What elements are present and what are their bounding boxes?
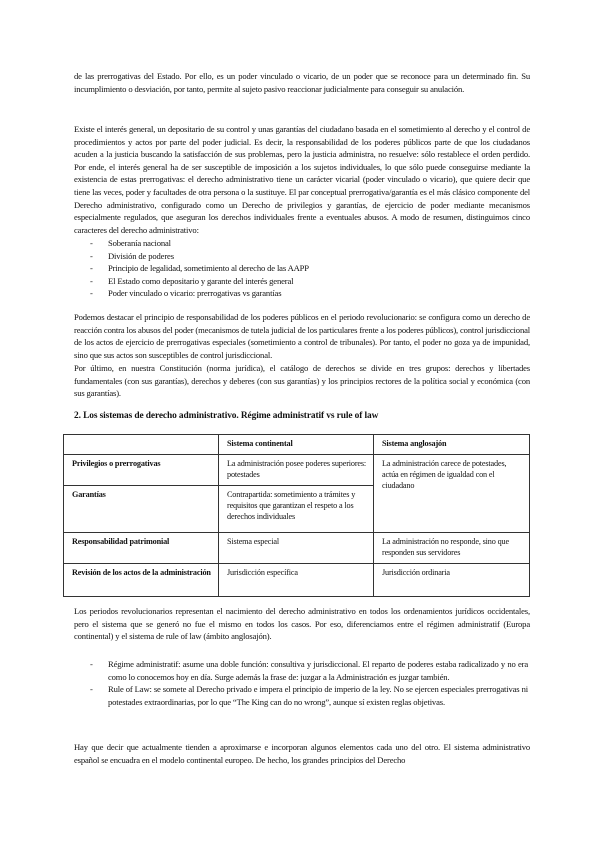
sistemas-list [90, 658, 528, 708]
table-row [64, 564, 530, 597]
row-label: Revisión de los actos de la administración [64, 564, 219, 597]
row-label: Responsabilidad patrimonial [64, 533, 219, 564]
table-cell-merged: La administración carece de potestades, actúa en régimen de igualdad con el ciudadano [374, 455, 530, 533]
list-item: - Soberanía nacional [90, 238, 171, 248]
list-item: - Principio de legalidad, sometimiento al derecho de las AAPP [90, 263, 309, 274]
list-item: - División de poderes [90, 250, 174, 261]
paragraph-interes-general: Existe el interés general, un depositario de su control y unas garantías del ciudadano basada en el sometimiento al derecho y el control de procedimientos y actos por parte del poder judicial. Es decir, la responsabilidad de los poderes públicos parte de que los ciudadanos acuden a la justicia buscando la satisfacción de sus problemas, pero la justicia administra, no resuelve: sólo restablece el orden perdido. Por ende, el interés general ha de ser susceptible de imposición a los sujetos individuales, lo que sólo puede conseguirse mediante la existencia de estas prerrogativas: el derecho administrativo tiene un carácter vicarial (poder vinculado o vicario), que quiere decir que tiene las veces, poder y facultades de otra persona o la sustituye. El par conceptual prerrogativa/garantía es el más clásico componente del Derecho administrativo, configurado como un Derecho de privilegios y garantías, de ejercicio de poder mediante mecanismos especialmente regulados, que aseguran los derechos individuales frente a eventuales abusos. A modo de resumen, distinguimos cinco caracteres del derecho administrativo: [74, 124, 530, 235]
list-item: - Régime administratif: asume una doble función: consultiva y jurisdiccional. El reparto de poderes estaba radicalizado y no era como lo conocemos hoy en día. Surge además la frase de: juzgar a la Administración es juzgar también. [90, 659, 528, 682]
paragraph-intro: de las prerrogativas del Estado. Por ello, es un poder vinculado o vicario, de un poder que se reconoce para un determinado fin. Su incumplimiento o desviación, por tanto, permite al sujeto pasivo reaccionar judicialmente para conseguir su anulación. [74, 71, 530, 94]
row-label: Privilegios o prerrogativas [64, 455, 219, 486]
list-item: - Poder vinculado o vicario: prerrogativas vs garantías [90, 288, 282, 299]
table-cell: Sistema especial [219, 533, 374, 564]
paragraph-periodos: Los periodos revolucionarios representan el nacimiento del derecho administrativo en todos los ordenamientos jurídicos occidentales, pero el sistema que se generó no fue el mismo en todos los casos. Por eso, diferenciamos entre el régimen administratif (Europa continental) y el sistema de rule of law (ámbito anglosajón). [74, 606, 530, 642]
caracteres-list [90, 237, 528, 300]
list-item: - Rule of Law: se somete al Derecho privado e impera el principio de imperio de la ley. No se ejercen especiales prerrogativas ni potestades extraordinarias, por lo que “The King can do no wrong”, aunque sí existen reglas objetivas. [90, 684, 528, 707]
table-cell: Jurisdicción ordinaria [374, 564, 530, 597]
table-row [64, 533, 530, 564]
table-row [64, 455, 530, 486]
paragraph-responsabilidad: Podemos destacar el principio de responsabilidad de los poderes públicos en el periodo revolucionario: se configura como un derecho de reacción contra los abusos del poder (mecanismos de tutela judicial de los particulares frente a los poderes públicos), control jurisdiccional de los actos de ejercicio de prerrogativas especiales (sometimiento a control de tribunales). Por tanto, el poder no goza ya de impunidad, sino que sus actos son susceptibles de control jurisdiccional. [74, 312, 530, 360]
table-cell: Contrapartida: sometimiento a trámites y requisitos que garantizan el respeto a los derechos individuales [219, 486, 374, 533]
column-header-anglosajon: Sistema anglosajón [374, 435, 530, 455]
paragraph-final: Hay que decir que actualmente tienden a aproximarse e incorporan algunos elementos cada uno del otro. El sistema administrativo español se encuadra en el modelo continental europeo. De hecho, los grandes principios del Derecho [74, 742, 530, 765]
table-cell: La administración no responde, sino que responden sus servidores [374, 533, 530, 564]
comparison-table [63, 434, 530, 597]
table-corner-cell [64, 435, 219, 455]
paragraph-constitucion: Por último, en nuestra Constitución (norma jurídica), el catálogo de derechos se divide en tres grupos: derechos y libertades fundamentales (con sus garantías), derechos y deberes (con sus garantías) y los principios rectores de la política social y económica (con sus garantías). [74, 363, 530, 399]
table-cell: Jurisdicción específica [219, 564, 374, 597]
list-item: - El Estado como depositario y garante del interés general [90, 275, 294, 286]
section-heading: 2. Los sistemas de derecho administrativo. Régime administratif vs rule of law [74, 411, 379, 421]
table-cell: La administración posee poderes superiores: potestades [219, 455, 374, 486]
row-label: Garantías [64, 486, 219, 533]
table-header-row [64, 435, 530, 455]
column-header-continental: Sistema continental [219, 435, 374, 455]
